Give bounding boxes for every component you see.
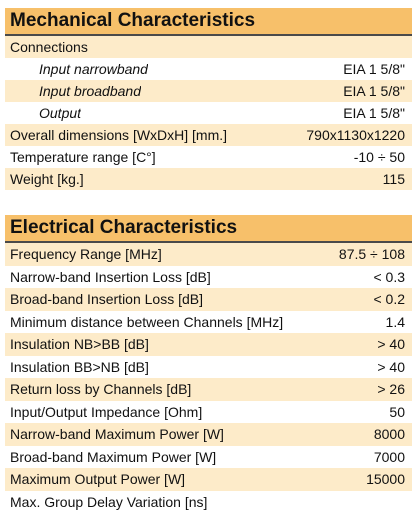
row-label: Insulation NB>BB [dB] — [10, 336, 149, 352]
row-label: Frequency Range [MHz] — [10, 246, 162, 262]
table-row-broadband-insertion-loss — [5, 288, 412, 311]
table-row-output — [5, 102, 412, 124]
row-value: EIA 1 5/8" — [343, 83, 405, 99]
row-label: Input narrowband — [10, 61, 148, 77]
row-value: 790x1130x1220 — [306, 127, 405, 143]
row-label: Maximum Output Power [W] — [10, 471, 185, 487]
table-row-input-broadband — [5, 80, 412, 102]
row-value: 7000 — [374, 449, 405, 465]
row-value: > 26 — [377, 381, 405, 397]
row-value: -10 ÷ 50 — [354, 149, 405, 165]
row-value: < 0.3 — [373, 269, 405, 285]
row-label: Broad-band Maximum Power [W] — [10, 449, 216, 465]
table-row-max-output-power — [5, 468, 412, 491]
table-row-minimum-channel-distance — [5, 311, 412, 334]
table-row-insulation-nb-bb — [5, 333, 412, 356]
row-label: Narrow-band Insertion Loss [dB] — [10, 269, 211, 285]
table-row-weight — [5, 168, 412, 190]
mechanical-section-title: Mechanical Characteristics — [5, 8, 412, 36]
table-row-input-narrowband — [5, 58, 412, 80]
row-label: Temperature range [C°] — [10, 149, 156, 165]
row-value: 50 — [389, 404, 405, 420]
row-label: Broad-band Insertion Loss [dB] — [10, 291, 203, 307]
mechanical-characteristics-table — [5, 8, 412, 190]
row-value: > 40 — [377, 359, 405, 375]
row-label: Overall dimensions [WxDxH] [mm.] — [10, 127, 227, 143]
row-label: Insulation BB>NB [dB] — [10, 359, 149, 375]
row-value: 115 — [383, 171, 405, 187]
row-value: EIA 1 5/8" — [343, 105, 405, 121]
row-value: EIA 1 5/8" — [343, 61, 405, 77]
table-row-frequency-range — [5, 243, 412, 266]
row-label: Max. Group Delay Variation [ns] — [10, 494, 207, 510]
row-label: Weight [kg.] — [10, 171, 84, 187]
row-value: > 40 — [377, 336, 405, 352]
row-label: Narrow-band Maximum Power [W] — [10, 426, 224, 442]
table-row-broadband-max-power — [5, 446, 412, 469]
row-label: Output — [10, 105, 81, 121]
row-label: Input/Output Impedance [Ohm] — [10, 404, 202, 420]
row-label: Return loss by Channels [dB] — [10, 381, 191, 397]
row-value: 8000 — [374, 426, 405, 442]
table-row-narrowband-max-power — [5, 423, 412, 446]
row-label: Input broadband — [10, 83, 141, 99]
row-value: 1.4 — [386, 314, 405, 330]
row-label: Minimum distance between Channels [MHz] — [10, 314, 283, 330]
table-row-insulation-bb-nb — [5, 356, 412, 379]
electrical-section-title: Electrical Characteristics — [5, 215, 412, 243]
table-row-connections — [5, 36, 412, 58]
row-value: 87.5 ÷ 108 — [339, 246, 405, 262]
table-row-impedance — [5, 401, 412, 424]
electrical-characteristics-table — [5, 215, 412, 513]
row-value: 15000 — [366, 471, 405, 487]
table-row-return-loss — [5, 378, 412, 401]
table-row-narrowband-insertion-loss — [5, 266, 412, 289]
row-label: Connections — [10, 39, 88, 55]
row-value: < 0.2 — [373, 291, 405, 307]
table-row-max-group-delay — [5, 491, 412, 513]
table-row-overall-dimensions — [5, 124, 412, 146]
table-row-temperature-range — [5, 146, 412, 168]
